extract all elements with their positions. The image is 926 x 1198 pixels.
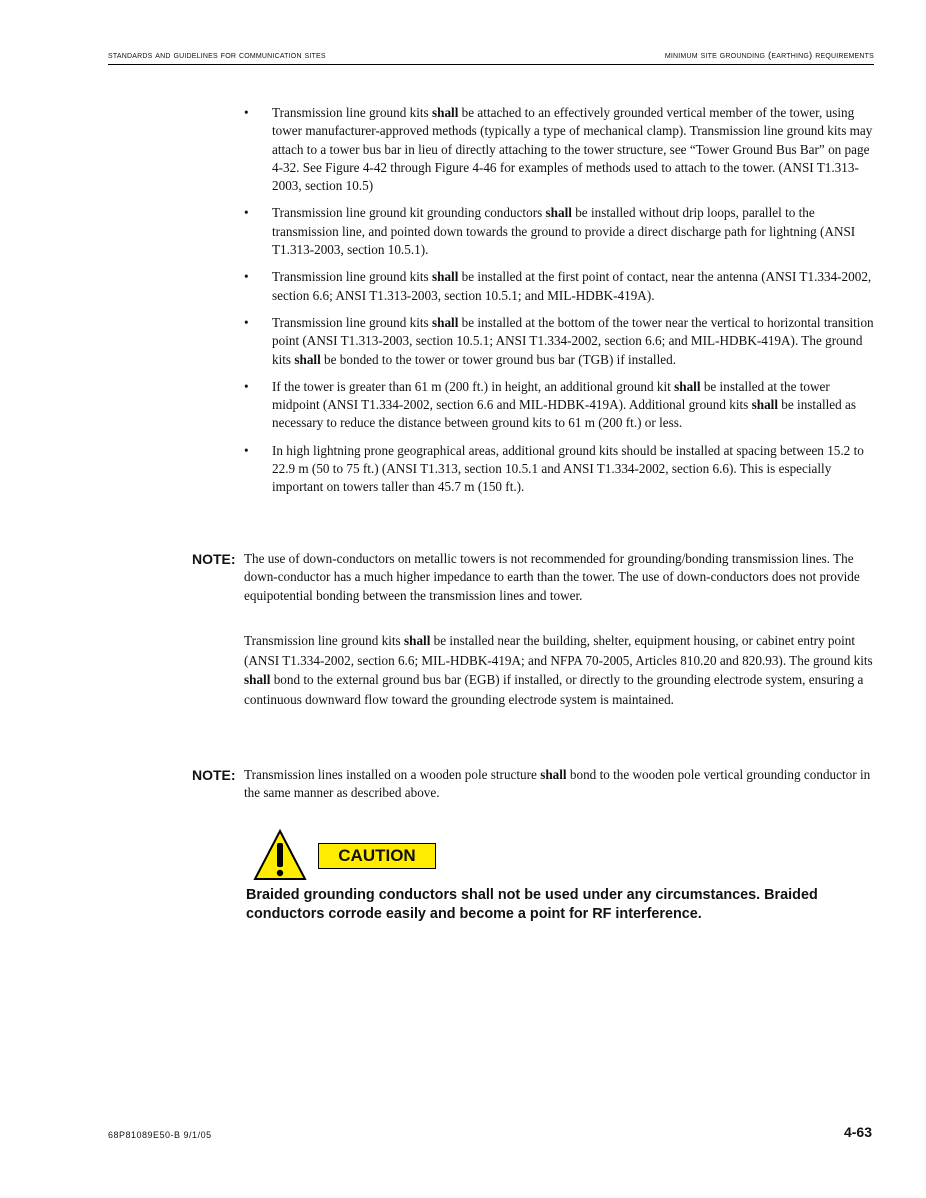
bullet-icon: •	[244, 269, 249, 285]
list-item: • Transmission line ground kits shall be installed at the first point of contact, near the antenna (ANSI T1.334-2002, section 6.6; ANSI T1.313-2003, section 10.5.1; and MIL-HDBK-419A).	[244, 269, 872, 303]
page-header	[108, 48, 874, 65]
list-item: • If the tower is greater than 61 m (200 ft.) in height, an additional ground kit shall be installed at the tower midpoint (ANSI T1.334-2002, section 6.6 and MIL-HDBK-419A). Additional ground kits shall be installed as necessary to reduce the distance between ground kits to 61 m (200 ft.) or less.	[244, 378, 857, 431]
warning-triangle-icon	[253, 829, 307, 881]
list-item: • In high lightning prone geographical areas, additional ground kits should be installed at spacing between 15.2 to 22.9 m (50 to 75 ft.) (ANSI T1.313, section 10.5.1 and ANSI T1.334-2002, section 6.6). This is especially important on towers taller than 45.7 m (150 ft.).	[244, 442, 864, 495]
note-label: NOTE:	[192, 767, 236, 783]
list-item: • Transmission line ground kit grounding conductors shall be installed without drip loops, parallel to the transmission line, and pointed down towards the ground to provide a direct discharge path for lightning (ANSI T1.313-2003, section 10.5.1).	[244, 205, 856, 258]
note-wooden-pole	[192, 766, 874, 803]
bullet-icon: •	[244, 205, 249, 221]
caution-label: CAUTION	[318, 843, 436, 869]
requirements-list	[244, 104, 874, 506]
bullet-icon: •	[244, 442, 249, 458]
list-item: • Transmission line ground kits shall be installed at the bottom of the tower near the vertical to horizontal transition point (ANSI T1.313-2003, section 10.5.1; ANSI T1.334-2002, section 6.6; and MIL-HDBK-419A). The ground kits shall be bonded to the tower or tower ground bus bar (TGB) if installed.	[244, 314, 874, 367]
note-text: Transmission lines installed on a wooden pole structure shall bond to the wooden pole vertical grounding conductor in the same manner as described above.	[244, 767, 871, 801]
bullet-icon: •	[244, 314, 249, 330]
note-text: The use of down-conductors on metallic towers is not recommended for grounding/bonding transmission lines. The down-conductor has a much higher impedance to earth than the tower. The use of down-conductors does not provide equipotential bonding between the transmission lines and tower.	[244, 551, 860, 603]
list-item: • Transmission line ground kits shall be attached to an effectively grounded vertical member of the tower, using tower manufacturer-approved methods (typically a type of mechanical clamp). Transmission line ground kits may attach to a tower bus bar in lieu of directly attaching to the tower structure, see “Tower Ground Bus Bar” on page 4-32. See Figure 4-42 through Figure 4-46 for examples of methods used to attach to the tower. (ANSI T1.313-2003, section 10.5)	[244, 105, 873, 194]
bullet-icon: •	[244, 378, 249, 394]
note-down-conductors	[192, 550, 874, 605]
header-left-title: standards and guidelines for communication sites	[108, 50, 326, 61]
note-label: NOTE:	[192, 551, 236, 567]
caution-text: Braided grounding conductors shall not be used under any circumstances. Braided conductors corrode easily and become a point for RF interference.	[246, 887, 818, 922]
bullet-icon: •	[244, 105, 249, 120]
body-paragraph: Transmission line ground kits shall be installed near the building, shelter, equipment housing, or cabinet entry point (ANSI T1.334-2002, section 6.6; MIL-HDBK-419A; and NFPA 70-2005, Articles 810.20 and 820.93). The ground kits shall bond to the external ground bus bar (EGB) if installed, or directly to the grounding electrode system, ensuring a continuous downward flow toward the grounding electrode system is maintained.	[244, 633, 873, 707]
document-id: 68P81089E50-B 9/1/05	[108, 1130, 212, 1140]
page-number: 4-63	[843, 1124, 872, 1140]
header-right-title: minimum site grounding (earthing) requirements	[664, 50, 874, 61]
